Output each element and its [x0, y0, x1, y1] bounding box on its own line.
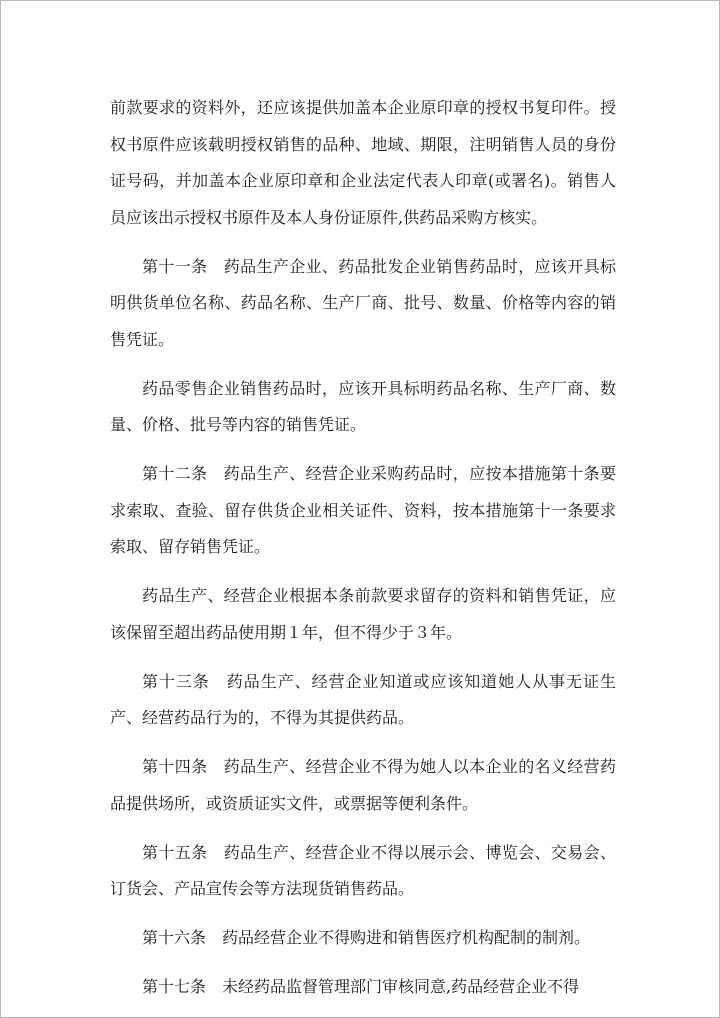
document-body	[110, 90, 616, 1018]
paragraph-retail-sales: 药品零售企业销售药品时，应该开具标明药品名称、生产厂商、数量、价格、批号等内容的销售凭证。	[110, 378, 616, 434]
paragraph-article-17: 第十七条 未经药品监督管理部门审核同意,药品经营企业不得	[142, 977, 580, 996]
paragraph-article-12: 第十二条 药品生产、经营企业采购药品时，应按本措施第十条要求索取、查验、留存供货企业相关证件、资料，按本措施第十一条要求索取、留存销售凭证。	[110, 464, 616, 556]
paragraph-article-13: 第十三条 药品生产、经营企业知道或应该知道她人从事无证生产、经营药品行为的，不得为其提供药品。	[110, 671, 616, 727]
paragraph-article-16: 第十六条 药品经营企业不得购进和销售医疗机构配制的制剂。	[142, 928, 591, 947]
paragraph-article-15: 第十五条 药品生产、经营企业不得以展示会、博览会、交易会、订货会、产品宣传会等方法现货销售药品。	[110, 842, 616, 898]
paragraph-article-14: 第十四条 药品生产、经营企业不得为她人以本企业的名义经营药品提供场所，或资质证实文件，或票据等便利条件。	[110, 757, 616, 813]
paragraph-article-11: 第十一条 药品生产企业、药品批发企业销售药品时，应该开具标明供货单位名称、药品名称、生产厂商、批号、数量、价格等内容的销售凭证。	[110, 256, 616, 349]
paragraph-continued: 前款要求的资料外，还应该提供加盖本企业原印章的授权书复印件。授权书原件应该载明授权销售的品种、地域、期限，注明销售人员的身份证号码，并加盖本企业原印章和企业法定代表人印章(或署名)。销售人员应该出示授权书原件及本人身份证原件,供药品采购方核实。	[110, 98, 616, 227]
paragraph-retention: 药品生产、经营企业根据本条前款要求留存的资料和销售凭证，应该保留至超出药品使用期１年，但不得少于３年。	[110, 586, 616, 642]
